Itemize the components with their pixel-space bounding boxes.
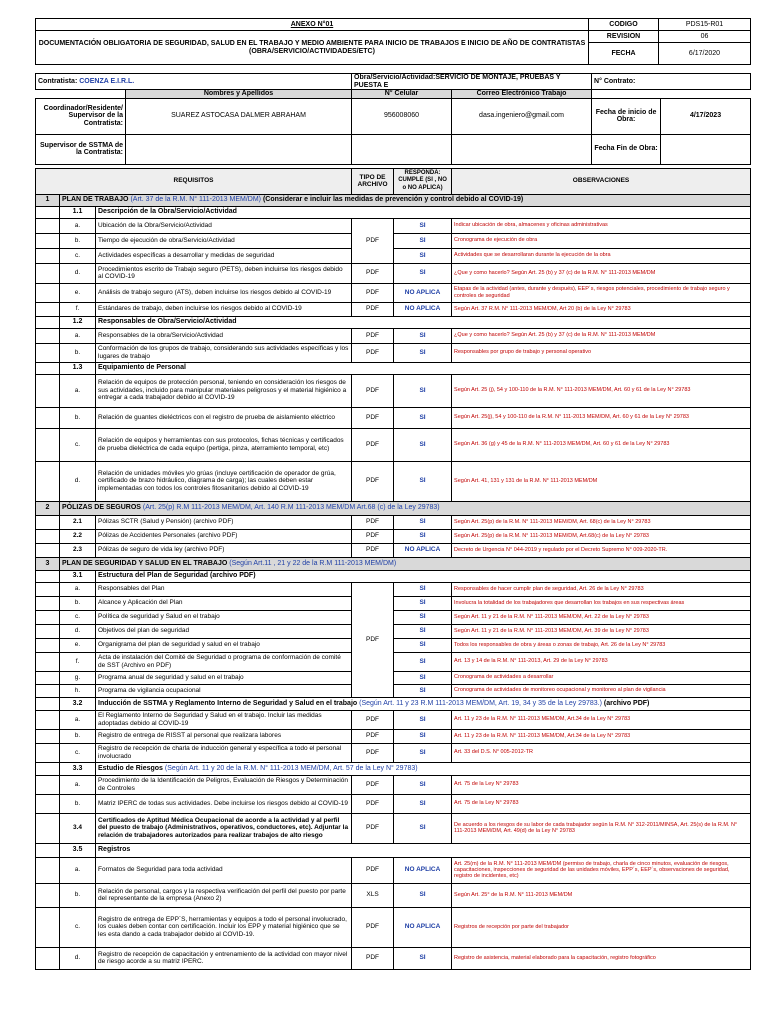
row-requirement: Pólizas de seguro de vida ley (archivo PDF)	[96, 543, 352, 557]
row-response[interactable]: SI	[394, 652, 452, 671]
coordinador-celular: 956008060	[352, 98, 452, 134]
row-requirement: Estándares de trabajo, deben incluirse los riesgos debido al COVID-19	[96, 302, 352, 316]
row-requirement: El Reglamento Interno de Seguridad y Salud en el trabajo. Incluir las medidas adoptadas debido al COVID-19	[96, 710, 352, 729]
document-title: DOCUMENTACIÓN OBLIGATORIA DE SEGURIDAD, SALUD EN EL TRABAJO Y MEDIO AMBIENTE PARA INICIO DE TRABAJOS E INICIO DE AÑO DE CONTRATISTAS (OBRA/SERVICIO/ACTIVIDADES/ETC)	[36, 31, 589, 65]
table-header-row	[36, 168, 751, 194]
row-requirement: Registro de recepción de charla de inducción general y específica a todo el personal involucrado	[96, 743, 352, 762]
row-requirement: Relación de personal, cargos y la respectiva verificación del perfil del puesto por parte del representante de la empresa (Anexo 2)	[96, 883, 352, 907]
subsection-1-2	[36, 316, 751, 328]
row-letter: g.	[60, 671, 96, 684]
celular-header: N° Celular	[352, 90, 452, 99]
row-file-type: PDF	[352, 407, 394, 428]
row-observation: Según Art. 36 (g) y 45 de la R.M. N° 111-2013 MEM/DM, Art. 60 y 61 de la Ley N° 29783	[452, 428, 751, 461]
row-file-type: PDF	[352, 582, 394, 697]
row-response[interactable]: SI	[394, 729, 452, 743]
revision-value: 06	[659, 31, 751, 43]
row-observation: Según Art. 11 y 21 de la R.M. N° 111-2013 MEM/DM, Art. 22 de la Ley N° 29783	[452, 610, 751, 624]
table-row	[36, 729, 751, 743]
correo-header: Correo Electrónico Trabajo	[452, 90, 592, 99]
subsection-ref: (Según Art. 11 y 20 de la R.M. N° 111-2013 MEM/DM, Art. 57 de la Ley N° 29783)	[164, 764, 418, 772]
row-response[interactable]: SI	[394, 813, 452, 843]
row-letter: c.	[60, 743, 96, 762]
table-row	[36, 907, 751, 947]
table-row	[36, 671, 751, 684]
row-requirement: Relación de guantes dieléctricos con el registro de prueba de aislamiento eléctrico	[96, 407, 352, 428]
row-observation: Cronograma de ejecución de obra	[452, 233, 751, 248]
row-file-type: PDF	[352, 328, 394, 343]
row-requirement: Registro de entrega de EPP´S, herramientas y equipos a todo el personal involucrado, los cuales deben contar con certificación. Incluir los EPP y material higiénico que se les esta dando a cada trabajador debido al COVID-19.	[96, 907, 352, 947]
row-letter: b.	[60, 343, 96, 362]
section-number: 3	[36, 557, 60, 570]
row-letter: f.	[60, 302, 96, 316]
table-row	[36, 529, 751, 543]
section-title: PÓLIZAS DE SEGUROS	[62, 504, 141, 512]
subsection-number: 3.5	[60, 843, 96, 857]
row-requirement: Responsables del Plan	[96, 582, 352, 596]
row-response[interactable]: SI	[394, 743, 452, 762]
nombres-header: Nombres y Apellidos	[126, 90, 352, 99]
fecha-value: 6/17/2020	[659, 43, 751, 65]
row-requirement: Alcance y Aplicación del Plan	[96, 596, 352, 610]
contrato-label: N° Contrato:	[592, 74, 751, 90]
table-row	[36, 684, 751, 697]
row-file-type: PDF	[352, 302, 394, 316]
row-observation: De acuerdo a los riesgos de su labor de cada trabajador según la R.M. N° 312-2011/MINSA, Art. 25(s) de la R.M. N° 111-2013 MEM/DM, Art. 49(d) de la Ley N° 29783	[452, 813, 751, 843]
row-requirement: Relación de equipos y herramientas con sus protocolos, fichas técnicas y certificados de prueba dieléctrica de cada equipo (pertiga, pinza, aterramiento temporal, etc)	[96, 428, 352, 461]
row-file-type: PDF	[352, 857, 394, 883]
section-number: 2	[36, 501, 60, 515]
table-row	[36, 248, 751, 263]
row-letter: a.	[60, 775, 96, 794]
row-requirement: Procedimiento de la Identificación de Peligros, Evaluación de Riesgos y Determinación de Controles	[96, 775, 352, 794]
row-response[interactable]: SI	[394, 775, 452, 794]
row-response[interactable]: SI	[394, 671, 452, 684]
row-file-type: PDF	[352, 710, 394, 729]
table-row	[36, 218, 751, 233]
sstma-email	[452, 134, 592, 164]
row-response[interactable]: SI	[394, 638, 452, 652]
row-observation: Indicar ubicación de obra, almacenes y oficinas administrativas	[452, 218, 751, 233]
inicio-value: 4/17/2023	[661, 98, 751, 134]
table-row	[36, 515, 751, 529]
subsection-3-5	[36, 843, 751, 857]
row-file-type: PDF	[352, 947, 394, 969]
row-file-type: PDF	[352, 529, 394, 543]
row-requirement: Registro de recepción de capacitación y entrenamiento de la actividad con mayor nivel de riesgo acorde a su matriz IPERC.	[96, 947, 352, 969]
row-letter: a.	[60, 218, 96, 233]
row-observation: Decreto de Urgencia N° 044-2019 y regulado por el Decreto Supremo N° 009-2020-TR.	[452, 543, 751, 557]
table-row	[36, 461, 751, 501]
subsection-number: 1.3	[60, 362, 96, 374]
row-observation: Responsables de hacer cumplir plan de seguridad, Art. 26 de la Ley N° 29783	[452, 582, 751, 596]
fin-label: Fecha Fin de Obra:	[592, 134, 661, 164]
requirements-table	[35, 168, 751, 970]
fecha-label: FECHA	[589, 43, 659, 65]
row-requirement: Procedimientos escrito de Trabajo seguro (PETS), deben incluirse los riesgos debido al COVID-19	[96, 263, 352, 283]
section-title: PLAN DE SEGURIDAD Y SALUD EN EL TRABAJO	[62, 559, 228, 567]
row-letter: d.	[60, 947, 96, 969]
row-letter: h.	[60, 684, 96, 697]
obra-label: Obra/Servicio/Actividad:	[354, 74, 436, 81]
section-1	[36, 194, 751, 206]
table-row	[36, 343, 751, 362]
subsection-title: Estudio de Riesgos	[98, 764, 163, 772]
row-number: 2.3	[60, 543, 96, 557]
subsection-3-2	[36, 697, 751, 710]
row-response[interactable]: SI	[394, 582, 452, 596]
table-row	[36, 233, 751, 248]
row-requirement: Responsables de la obra/Servicio/Actividad	[96, 328, 352, 343]
sstma-celular	[352, 134, 452, 164]
row-file-type: PDF	[352, 813, 394, 843]
row-response[interactable]: SI	[394, 428, 452, 461]
table-row	[36, 283, 751, 302]
row-requirement: Registro de entrega de RISST al personal que realizara labores	[96, 729, 352, 743]
subsection-title: Descripción de la Obra/Servicio/Actividad	[96, 206, 751, 218]
row-response[interactable]: NO APLICA	[394, 907, 452, 947]
table-row	[36, 302, 751, 316]
row-response[interactable]: SI	[394, 515, 452, 529]
row-requirement: Formatos de Seguridad para toda actividad	[96, 857, 352, 883]
row-file-type: PDF	[352, 263, 394, 283]
row-file-type: PDF	[352, 283, 394, 302]
row-letter: a.	[60, 582, 96, 596]
row-observation: Según Art. 25(j), 54 y 100-110 de la R.M. N° 111-2013 MEM/DM, Art. 60 y 61 de la Ley N° 29783	[452, 407, 751, 428]
col-tipo: TIPO DE ARCHIVO	[352, 168, 394, 194]
row-letter: b.	[60, 729, 96, 743]
subsection-3-1	[36, 570, 751, 582]
row-observation: Involucra la totalidad de los trabajadores que desarrollan los trabajos en sus respectivas áreas	[452, 596, 751, 610]
row-observation: Según Art. 25 (j), 54 y 100-110 de la R.M. N° 111-2013 MEM/DM, Art. 60 y 61 de la Ley N° 29783	[452, 374, 751, 407]
table-row	[36, 407, 751, 428]
row-requirement: Certificados de Aptitud Médica Ocupacional de acorde a la actividad y al perfil del puesto de trabajo (Administrativos, operativos, conductores, etc). Adjuntar la relación de trabajadores autorizados para realizar trabajos de alto riesgo	[96, 813, 352, 843]
row-number: 2.2	[60, 529, 96, 543]
row-file-type: PDF	[352, 794, 394, 813]
row-response[interactable]: SI	[394, 624, 452, 638]
row-requirement: Pólizas de Accidentes Personales (archivo PDF)	[96, 529, 352, 543]
section-title: PLAN DE TRABAJO	[62, 196, 129, 204]
row-file-type: PDF	[352, 461, 394, 501]
row-response[interactable]: SI	[394, 684, 452, 697]
row-response[interactable]: SI	[394, 794, 452, 813]
row-observation: Art. 33 del D.S. N° 005-2012-TR	[452, 743, 751, 762]
subsection-number: 3.1	[60, 570, 96, 582]
table-row	[36, 883, 751, 907]
row-response[interactable]: SI	[394, 529, 452, 543]
section-extra: (Considerar e incluir las medidas de prevención y control debido al COVID-19)	[262, 196, 524, 204]
row-observation: Etapas de la actividad (antes, durante y después), EEP´s, riesgos potenciales, procedimiento de trabajo seguro y controles de seguridad	[452, 283, 751, 302]
row-response[interactable]: SI	[394, 947, 452, 969]
table-row	[36, 596, 751, 610]
row-letter: f.	[60, 652, 96, 671]
row-requirement: Relación de equipos de protección personal, teniendo en consideración los riesgos de sus actividades, incluido para manipular materiales peligrosos y el material higiénico a entregar a cada trabajador debido al COVID-19	[96, 374, 352, 407]
row-requirement: Programa de vigilancia ocupacional	[96, 684, 352, 697]
revision-label: REVISION	[589, 31, 659, 43]
table-row	[36, 794, 751, 813]
row-response[interactable]: NO APLICA	[394, 857, 452, 883]
table-row	[36, 743, 751, 762]
row-response[interactable]: SI	[394, 883, 452, 907]
subsection-title: Estructura del Plan de Seguridad (archivo PDF)	[96, 570, 751, 582]
row-requirement: Relación de unidades móviles y/o grúas (incluye certificación de operador de grúa, certificado de brazo hidráulico, diagrama de carga); las cuales deben estar implementadas con todos los controles fitosanitarios debido al COVID-19	[96, 461, 352, 501]
table-row	[36, 775, 751, 794]
contratista-label: Contratista:	[38, 77, 78, 85]
row-observation: Según Art. 41, 131 y 131 de la R.M. N° 111-2013 MEM/DM	[452, 461, 751, 501]
coordinador-email: dasa.ingeniero@gmail.com	[452, 98, 592, 134]
row-observation: Según Art. 25(p) de la R.M. N° 111-2013 MEM/DM, Art.68(c) de la Ley N° 29783	[452, 529, 751, 543]
sstma-name	[126, 134, 352, 164]
row-response[interactable]: SI	[394, 374, 452, 407]
col-responda: RESPONDA: CUMPLE (SI , NO o NO APLICA)	[394, 168, 452, 194]
table-row	[36, 610, 751, 624]
row-file-type: PDF	[352, 743, 394, 762]
row-response[interactable]: SI	[394, 461, 452, 501]
row-file-type: PDF	[352, 907, 394, 947]
row-response[interactable]: SI	[394, 248, 452, 263]
row-observation: Todos los responsables de obra y áreas o zonas de trabajo, Art. 26 de la Ley N° 29783	[452, 638, 751, 652]
coordinador-name: SUAREZ ASTOCASA DALMER ABRAHAM	[126, 98, 352, 134]
row-letter: b.	[60, 794, 96, 813]
col-requisitos: REQUISITOS	[36, 168, 352, 194]
table-row	[36, 857, 751, 883]
section-2	[36, 501, 751, 515]
row-letter: b.	[60, 233, 96, 248]
codigo-value: PDS15-R01	[659, 19, 751, 31]
subsection-1-1	[36, 206, 751, 218]
row-response[interactable]: SI	[394, 596, 452, 610]
row-letter: d.	[60, 461, 96, 501]
table-row	[36, 582, 751, 596]
col-observaciones: OBSERVACIONES	[452, 168, 751, 194]
contratista-row	[36, 74, 352, 90]
row-observation: Cronograma de actividades de monitoreo ocupacional y monitoreo al plan de vigilancia	[452, 684, 751, 697]
row-requirement: Objetivos del plan de seguridad	[96, 624, 352, 638]
subsection-number: 3.2	[60, 697, 96, 710]
subsection-title: Equipamiento de Personal	[96, 362, 751, 374]
subsection-title: Registros	[96, 843, 751, 857]
table-row	[36, 374, 751, 407]
subsection-ref: (Según Art. 11 y 23 R.M 111-2013 MEM/DM, Art. 19, 34 y 35 de la Ley 29783.)	[359, 699, 602, 707]
row-file-type: PDF	[352, 729, 394, 743]
row-observation: Art. 11 y 23 de la R.M. N° 111-2013 MEM/DM, Art.34 de la Ley N° 29783	[452, 710, 751, 729]
row-observation: Art. 11 y 23 de la R.M. N° 111-2013 MEM/DM, Art.34 de la Ley N° 29783	[452, 729, 751, 743]
obra-row	[352, 74, 592, 90]
row-letter: c.	[60, 907, 96, 947]
row-requirement: Acta de instalación del Comité de Seguridad o programa de conformación de comité de SST (Archivo en PDF)	[96, 652, 352, 671]
table-row	[36, 328, 751, 343]
row-requirement: Organigrama del plan de seguridad y salud en el trabajo	[96, 638, 352, 652]
row-observation: Art. 75 de la Ley N° 29783	[452, 775, 751, 794]
section-number: 1	[36, 194, 60, 206]
section-ref: (Art. 37 de la R.M. N° 111-2013 MEM/DM)	[130, 196, 261, 204]
row-requirement: Política de seguridad y Salud en el trabajo	[96, 610, 352, 624]
table-row	[36, 652, 751, 671]
table-row	[36, 638, 751, 652]
row-response[interactable]: NO APLICA	[394, 302, 452, 316]
subsection-3-3	[36, 762, 751, 775]
row-response[interactable]: NO APLICA	[394, 283, 452, 302]
section-3	[36, 557, 751, 570]
annex-document	[35, 18, 750, 970]
row-response[interactable]: NO APLICA	[394, 543, 452, 557]
row-file-type: PDF	[352, 428, 394, 461]
row-letter: b.	[60, 596, 96, 610]
subsection-1-3	[36, 362, 751, 374]
row-observation: ¿Que y como hacerlo? Según Art. 25 (b) y 37 (c) de la R.M. N° 111-2013 MEM/DM	[452, 328, 751, 343]
section-ref: (Art. 25(p) R.M 111-2013 MEM/DM, Art. 140 R.M 111-2013 MEM/DM Art.68 (c) de la Ley 29783)	[142, 504, 440, 512]
fin-value	[661, 134, 751, 164]
row-requirement: Actividades específicas a desarrollar y medidas de seguridad	[96, 248, 352, 263]
row-file-type: PDF	[352, 515, 394, 529]
row-number: 2.1	[60, 515, 96, 529]
row-letter: c.	[60, 428, 96, 461]
row-requirement: Conformación de los grupos de trabajo, considerando sus actividades específicas y los lugares de trabajo	[96, 343, 352, 362]
row-file-type: PDF	[352, 543, 394, 557]
row-requirement: Programa anual de seguridad y salud en el trabajo	[96, 671, 352, 684]
table-row	[36, 624, 751, 638]
row-letter: b.	[60, 883, 96, 907]
row-response[interactable]: SI	[394, 218, 452, 233]
row-file-type: PDF	[352, 374, 394, 407]
row-observation: Art. 13 y 14 de la R.M. N° 111-2013, Art. 29 de la Ley N° 29783	[452, 652, 751, 671]
row-observation: Según Art. 25° de la R.M. N° 111-2013 MEM/DM	[452, 883, 751, 907]
obra-value: SERVICIO DE MONTAJE, PRUEBAS Y PUESTA E	[354, 74, 561, 89]
subsection-number: 3.3	[60, 762, 96, 775]
row-observation: Actividades que se desarrollaran durante la ejecución de la obra	[452, 248, 751, 263]
row-response[interactable]: SI	[394, 343, 452, 362]
row-letter: a.	[60, 374, 96, 407]
row-letter: b.	[60, 407, 96, 428]
row-observation: Según Art. 25(p) de la R.M. N° 111-2013 MEM/DM, Art. 68(c) de la Ley N° 29783	[452, 515, 751, 529]
table-row	[36, 947, 751, 969]
subsection-title: Inducción de SSTMA y Reglamento Interno de Seguridad y Salud en el trabajo	[98, 699, 358, 707]
subsection-number: 1.2	[60, 316, 96, 328]
row-file-type: PDF	[352, 218, 394, 263]
row-observation: Art. 75 de la Ley N° 29783	[452, 794, 751, 813]
row-observation: Registros de recepción por parte del trabajador	[452, 907, 751, 947]
row-response[interactable]: SI	[394, 610, 452, 624]
row-letter: c.	[60, 248, 96, 263]
row-letter: d.	[60, 263, 96, 283]
row-number: 3.4	[60, 813, 96, 843]
row-letter: d.	[60, 624, 96, 638]
table-row	[36, 263, 751, 283]
table-row	[36, 543, 751, 557]
table-row	[36, 710, 751, 729]
table-row	[36, 428, 751, 461]
coordinador-label: Coordinador/Residente/ Supervisor de la Contratista:	[36, 98, 126, 134]
row-letter: a.	[60, 857, 96, 883]
row-requirement: Pólizas SCTR (Salud y Pensión) (archivo PDF)	[96, 515, 352, 529]
codigo-label: CODIGO	[589, 19, 659, 31]
row-file-type: PDF	[352, 343, 394, 362]
row-observation: Cronograma de actividades a desarrollar	[452, 671, 751, 684]
row-letter: e.	[60, 283, 96, 302]
row-requirement: Análisis de trabajo seguro (ATS), deben incluirse los riesgos debido al COVID-19	[96, 283, 352, 302]
row-letter: e.	[60, 638, 96, 652]
sstma-label: Supervisor de SSTMA de la Contratista:	[36, 134, 126, 164]
row-observation: Art. 25(m) de la R.M. N° 111-2013 MEM/DM (permiso de trabajo, charla de cinco minutos, evaluación de riesgos, capacitaciones, inspecciones de seguridad de las unidades móviles, EPP´s, EEP´s, observaciones de seguridad, registro de incidentes, etc)	[452, 857, 751, 883]
row-observation: Según Art. 11 y 21 de la R.M. N° 111-2013 MEM/DM, Art. 39 de la Ley N° 29783	[452, 624, 751, 638]
section-ref: (Según Art.11 , 21 y 22 de la R.M 111-2013 MEM/DM)	[229, 559, 397, 567]
subsection-number: 1.1	[60, 206, 96, 218]
annex-title: ANEXO N°01	[36, 19, 589, 31]
row-observation: Según Art. 37 R.M. N° 111-2013 MEM/DM, Art 20 (b) de la Ley N° 29783	[452, 302, 751, 316]
document-header	[35, 18, 751, 65]
subsection-title: Responsables de Obra/Servicio/Actividad	[96, 316, 751, 328]
subsection-extra: (archivo PDF)	[603, 699, 650, 707]
row-letter: a.	[60, 328, 96, 343]
inicio-label: Fecha de inicio de Obra:	[592, 98, 661, 134]
contractor-info	[35, 73, 751, 165]
row-response[interactable]: SI	[394, 407, 452, 428]
row-response[interactable]: SI	[394, 328, 452, 343]
row-response[interactable]: SI	[394, 710, 452, 729]
row-response[interactable]: SI	[394, 263, 452, 283]
row-response[interactable]: SI	[394, 233, 452, 248]
row-letter: a.	[60, 710, 96, 729]
table-row	[36, 813, 751, 843]
row-letter: c.	[60, 610, 96, 624]
row-requirement: Ubicación de la Obra/Servicio/Actividad	[96, 218, 352, 233]
contratista-value: COENZA E.I.R.L.	[79, 77, 135, 85]
row-observation: Registro de asistencia, material elaborado para la capacitación, registro fotográfico	[452, 947, 751, 969]
row-requirement: Tiempo de ejecución de obra/Servicio/Actividad	[96, 233, 352, 248]
row-requirement: Matriz IPERC de todas sus actividades. Debe incluirse los riesgos debido al COVID-19	[96, 794, 352, 813]
row-file-type: PDF	[352, 775, 394, 794]
row-file-type: XLS	[352, 883, 394, 907]
row-observation: ¿Que y como hacerlo? Según Art. 25 (b) y 37 (c) de la R.M. N° 111-2013 MEM/DM	[452, 263, 751, 283]
row-observation: Responsables por grupo de trabajo y personal operativo	[452, 343, 751, 362]
